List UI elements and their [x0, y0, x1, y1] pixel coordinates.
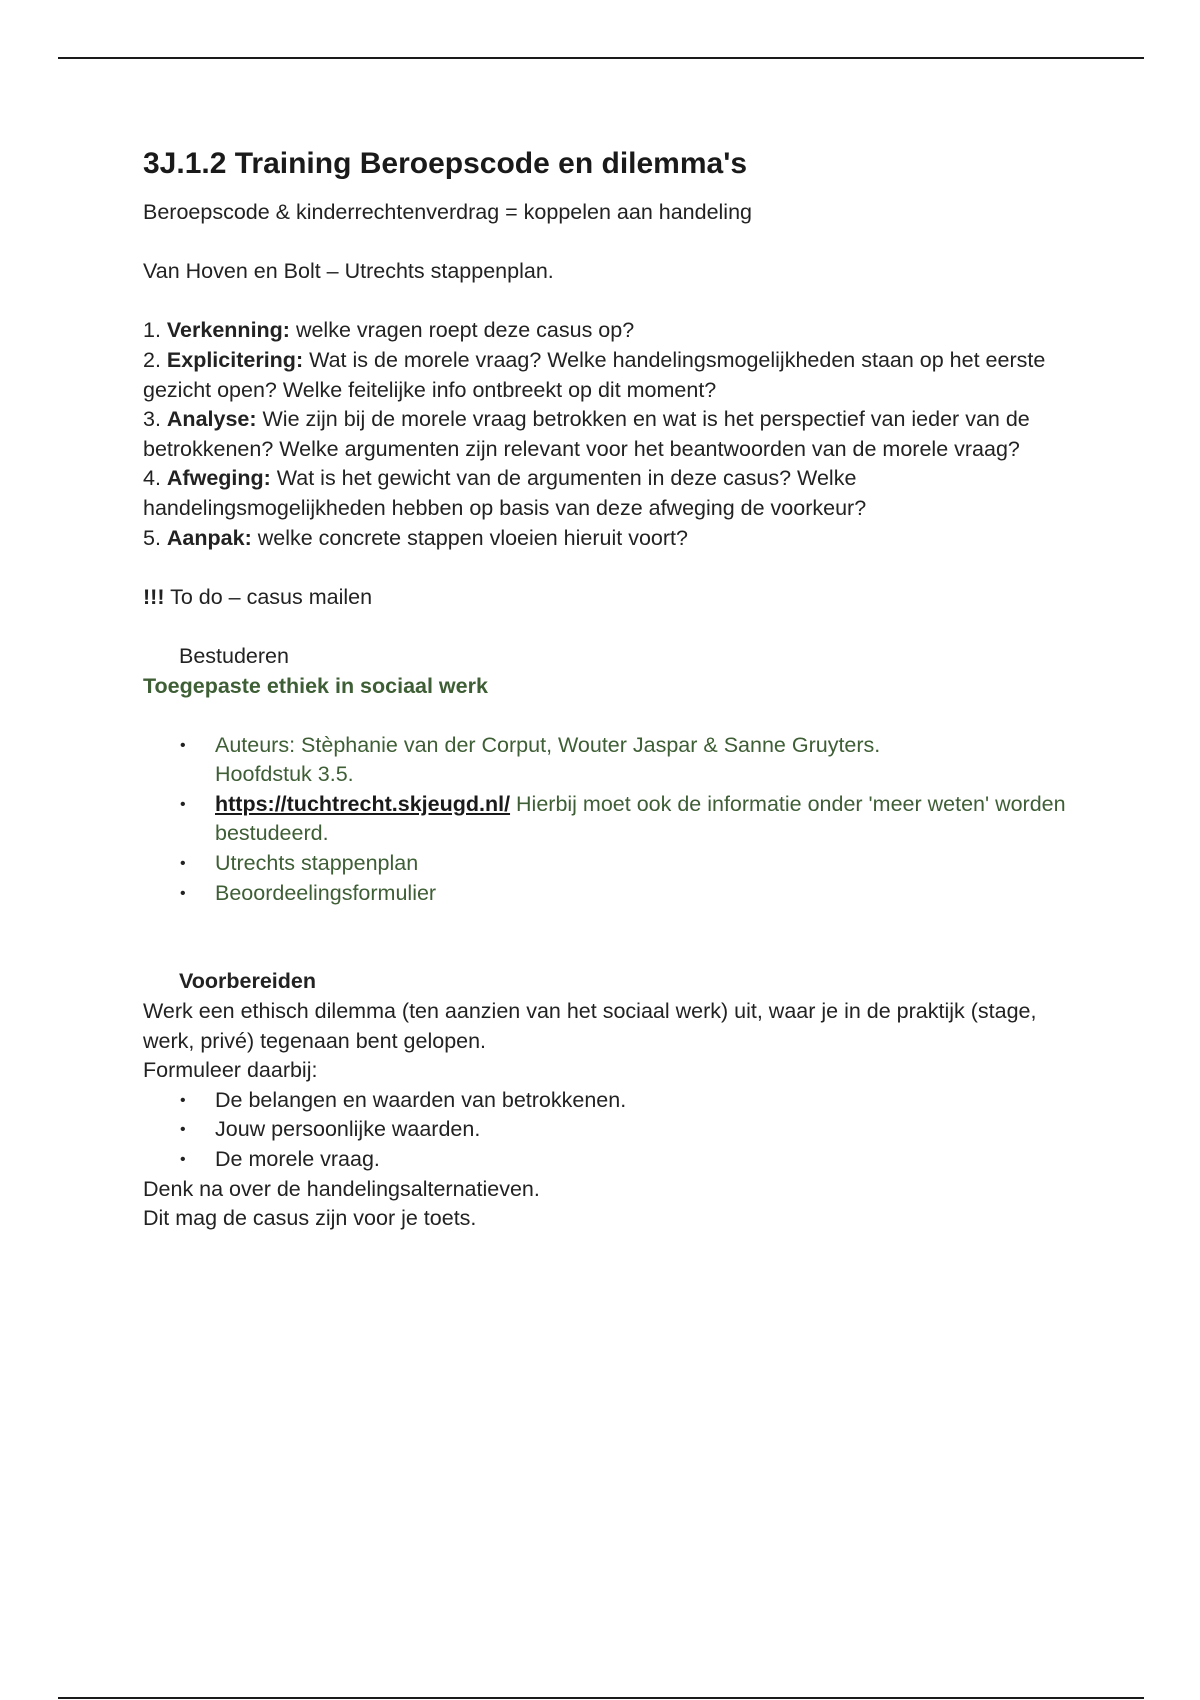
- prepare-closing-2: Dit mag de casus zijn voor je toets.: [143, 1206, 477, 1231]
- steps-list: [143, 316, 1073, 553]
- document-body: [143, 142, 1073, 1234]
- todo-mark: !!!: [143, 584, 165, 609]
- bullet-icon: •: [180, 736, 186, 754]
- bullet-icon: •: [180, 795, 186, 813]
- prepare-list: [143, 1086, 1073, 1175]
- list-item: • Beoordeelingsformulier: [143, 879, 1073, 909]
- intro-line: Beroepscode & kinderrechtenverdrag = koppelen aan handeling: [143, 200, 753, 224]
- step-term: Verkenning:: [166, 318, 290, 343]
- source-line: Van Hoven en Bolt – Utrechts stappenplan.: [143, 259, 554, 284]
- study-heading: Bestuderen: [179, 643, 289, 668]
- tuchtrecht-link[interactable]: https://tuchtrecht.skjeugd.nl/: [215, 791, 511, 816]
- bullet-icon: •: [180, 1091, 186, 1109]
- list-item: • Auteurs: Stèphanie van der Corput, Wouter Jaspar & Sanne Gruyters. Hoofdstuk 3.5.: [180, 732, 881, 787]
- document-title: 3J.1.2 Training Beroepscode en dilemma's: [143, 147, 748, 180]
- list-item: • Jouw persoonlijke waarden.: [143, 1115, 1073, 1145]
- step-term: Explicitering:: [166, 347, 304, 372]
- study-subheading: Toegepaste ethiek in sociaal werk: [143, 673, 488, 698]
- prepare-formulate: Formuleer daarbij:: [143, 1058, 318, 1083]
- study-list: [143, 731, 1073, 909]
- bullet-icon: •: [180, 1151, 186, 1168]
- list-item: • De morele vraag.: [143, 1145, 1073, 1175]
- todo-line: !!! To do – casus mailen: [143, 584, 373, 609]
- list-item: • Utrechts stappenplan: [143, 849, 1073, 879]
- list-item: • https://tuchtrecht.skjeugd.nl/ Hierbij moet ook de informatie onder 'meer weten' worden bestudeerd.: [180, 791, 1066, 846]
- step-item: 4. Afweging: Wat is het gewicht van de argumenten in deze casus? Welke handelingsmogelijkheden hebben op basis van deze afweging de voorkeur?: [143, 466, 867, 520]
- step-term: Afweging:: [166, 466, 271, 491]
- bullet-icon: •: [180, 884, 186, 902]
- step-item: 5. Aanpak: welke concrete stappen vloeien hieruit voort?: [143, 525, 688, 550]
- step-item: 1. Verkenning: welke vragen roept deze casus op?: [143, 318, 635, 343]
- step-item: 2. Explicitering: Wat is de morele vraag? Welke handelingsmogelijkheden staan op het eerste gezicht open? Welke feitelijke info ontbreekt op dit moment?: [143, 347, 1046, 402]
- prepare-closing-1: Denk na over de handelingsalternatieven.: [143, 1176, 540, 1201]
- prepare-paragraph: Werk een ethisch dilemma (ten aanzien van het sociaal werk) uit, waar je in de praktijk (stage, werk, privé) tegenaan bent gelopen.: [143, 999, 1037, 1053]
- step-item: 3. Analyse: Wie zijn bij de morele vraag betrokken en wat is het perspectief van ieder van de betrokkenen? Welke argumenten zijn relevant voor het beantwoorden van de morele vraag?: [143, 407, 1030, 461]
- bullet-icon: •: [180, 855, 186, 873]
- list-item: • De belangen en waarden van betrokkenen.: [143, 1086, 1073, 1116]
- step-term: Aanpak:: [166, 525, 252, 550]
- bottom-rule: [58, 1697, 1144, 1699]
- prepare-heading: Voorbereiden: [179, 969, 316, 994]
- bullet-icon: •: [180, 1121, 186, 1139]
- top-rule: [58, 57, 1144, 59]
- step-term: Analyse:: [166, 407, 257, 432]
